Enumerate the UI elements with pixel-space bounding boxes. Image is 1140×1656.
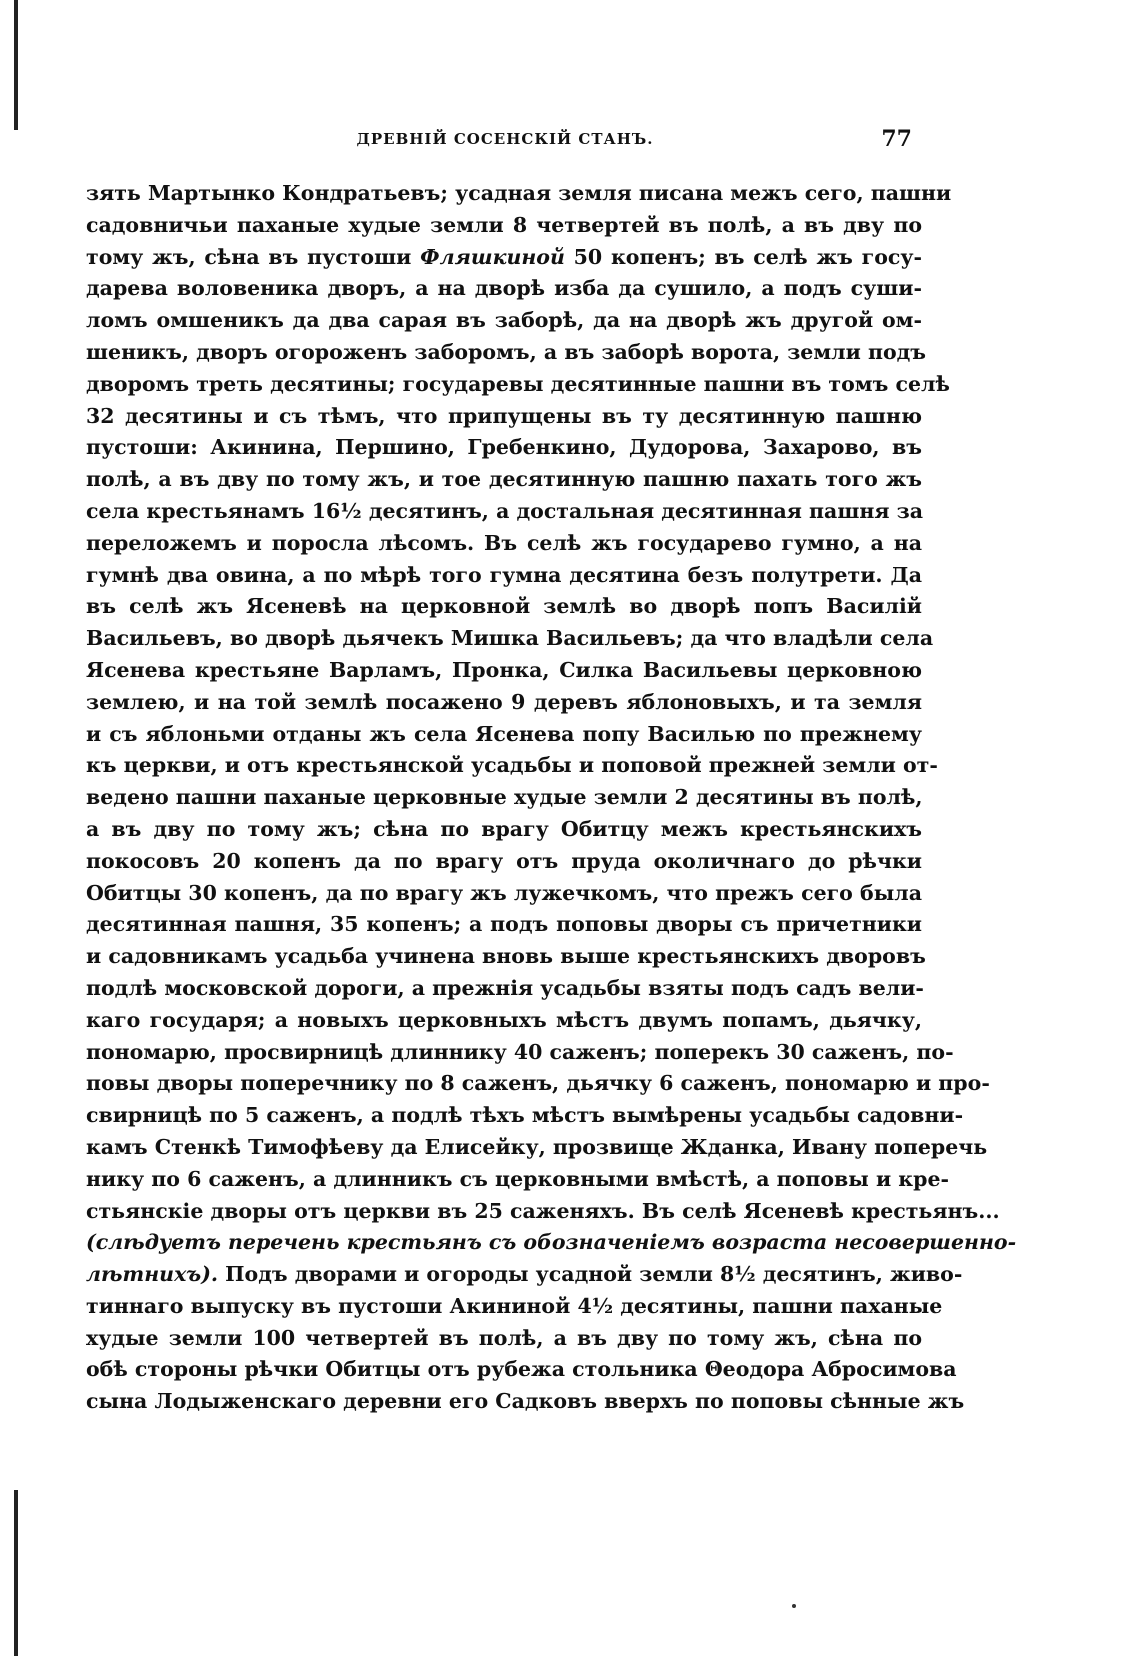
text-line: пономарю, просвирницѣ длиннику 40 саженъ; поперекъ 30 саженъ, по-: [86, 1039, 954, 1064]
text-line: пустоши: Акинина, Першино, Гребенкино, Дудорова, Захарово, въ: [86, 435, 922, 460]
text-line: тиннаго выпуску въ пустоши Акининой 4½ десятины, пашни паханые: [86, 1293, 943, 1318]
scan-edge-mark: [14, 0, 18, 130]
text-line: полѣ, а въ дву по тому жъ, и тое десятинную пашню пахать того жъ: [86, 467, 922, 492]
text-line: подлѣ московской дороги, а прежнія усадьбы взяты подъ садъ вели-: [86, 975, 924, 1000]
text-segment: Подъ дворами и огороды усадной земли 8½ десятинъ, живо-: [218, 1262, 963, 1287]
scan-speck: [792, 1604, 796, 1608]
text-line: дворомъ треть десятины; государевы десятинные пашни въ томъ селѣ: [86, 371, 950, 396]
text-line: Ясенева крестьяне Варламъ, Пронка, Силка Васильевы церковною: [86, 657, 922, 682]
text-line: сына Лодыженскаго деревни его Садковъ вверхъ по поповы сѣнные жъ: [86, 1389, 965, 1414]
text-line: свирницѣ по 5 саженъ, а подлѣ тѣхъ мѣстъ вымѣрены усадьбы садовни-: [86, 1103, 964, 1128]
text-line: нику по 6 саженъ, а длинникъ съ церковными вмѣстѣ, а поповы и кре-: [86, 1166, 949, 1191]
text-segment: тому жъ, сѣна въ пустоши: [86, 244, 412, 269]
text-line: Васильевъ, во дворѣ дьячекъ Мишка Васильевъ; да что владѣли села: [86, 626, 934, 651]
italic-note-end: лѣтнихъ).: [86, 1262, 219, 1287]
text-line: въ селѣ жъ Ясеневѣ на церковной землѣ во дворѣ попъ Василій: [86, 594, 922, 619]
text-line: ломъ омшеникъ да два сарая въ заборѣ, да на дворѣ жъ другой ом-: [86, 308, 922, 333]
text-line: дарева воловеника дворъ, а на дворѣ изба да сушило, а подъ суши-: [86, 276, 922, 301]
text-line: села крестьянамъ 16½ десятинъ, а достальная десятинная пашня за: [86, 498, 924, 523]
page-header: [90, 126, 920, 156]
text-line: Обитцы 30 копенъ, да по врагу жъ лужечкомъ, что прежъ сего была: [86, 880, 922, 905]
italic-place-name: Фляшкиной: [420, 244, 565, 269]
text-line: стьянскіе дворы отъ церкви въ 25 саженяхъ. Въ селѣ Ясеневѣ крестьянъ...: [86, 1198, 1000, 1223]
text-line: переложемъ и поросла лѣсомъ. Въ селѣ жъ государево гумно, а на: [86, 530, 922, 555]
text-line: зять Мартынко Кондратьевъ; усадная земля писана межъ сего, пашни: [86, 181, 952, 205]
text-segment: 50 копенъ; въ селѣ жъ госу-: [564, 244, 923, 269]
text-line: [86, 242, 922, 274]
italic-note-line: (слѣдуетъ перечень крестьянъ съ обозначеніемъ возраста несовершенно-: [86, 1230, 1017, 1255]
text-line: 32 десятины и съ тѣмъ, что припущены въ ту десятинную пашню: [86, 403, 922, 428]
text-line: каго государя; а новыхъ церковныхъ мѣстъ двумъ попамъ, дьячку,: [86, 1007, 922, 1032]
text-line: [86, 1259, 963, 1291]
page-number: 77: [881, 126, 912, 152]
text-line: садовничьи паханые худые земли 8 четвертей въ полѣ, а въ дву по: [86, 212, 922, 237]
text-line: а въ дву по тому жъ; сѣна по врагу Обитцу межъ крестьянскихъ: [86, 816, 922, 841]
text-line: ведено пашни паханые церковные худые земли 2 десятины въ полѣ,: [86, 785, 923, 810]
text-line: землею, и на той землѣ посажено 9 деревъ яблоновыхъ, и та земля: [86, 689, 922, 714]
text-line: гумнѣ два овина, а по мѣрѣ того гумна десятина безъ полутрети. Да: [86, 562, 922, 587]
text-line: худые земли 100 четвертей въ полѣ, а въ дву по тому жъ, сѣна по: [86, 1325, 922, 1350]
running-title: ДРЕВНІЙ СОСЕНСКІЙ СТАНЪ.: [356, 130, 654, 148]
text-line: и съ яблоньми отданы жъ села Ясенева попу Василью по прежнему: [86, 721, 922, 746]
text-line: къ церкви, и отъ крестьянской усадьбы и поповой прежней земли от-: [86, 753, 938, 778]
text-line: и садовникамъ усадьба учинена вновь выше крестьянскихъ дворовъ: [86, 944, 926, 969]
text-line: камъ Стенкѣ Тимофѣеву да Елисейку, прозвище Жданка, Ивану поперечь: [86, 1134, 988, 1159]
text-line: покосовъ 20 копенъ да по врагу отъ пруда околичнаго до рѣчки: [86, 848, 922, 873]
text-line: повы дворы поперечнику по 8 саженъ, дьячку 6 саженъ, пономарю и про-: [86, 1071, 990, 1096]
text-line: шеникъ, дворъ огороженъ заборомъ, а въ заборѣ ворота, земли подъ: [86, 339, 927, 364]
body-text: [86, 178, 1017, 1418]
scan-edge-mark: [14, 1490, 18, 1656]
text-line: обѣ стороны рѣчки Обитцы отъ рубежа стольника Θеодора Абросимова: [86, 1357, 957, 1382]
text-line: десятинная пашня, 35 копенъ; а подъ поповы дворы съ причетники: [86, 912, 922, 937]
